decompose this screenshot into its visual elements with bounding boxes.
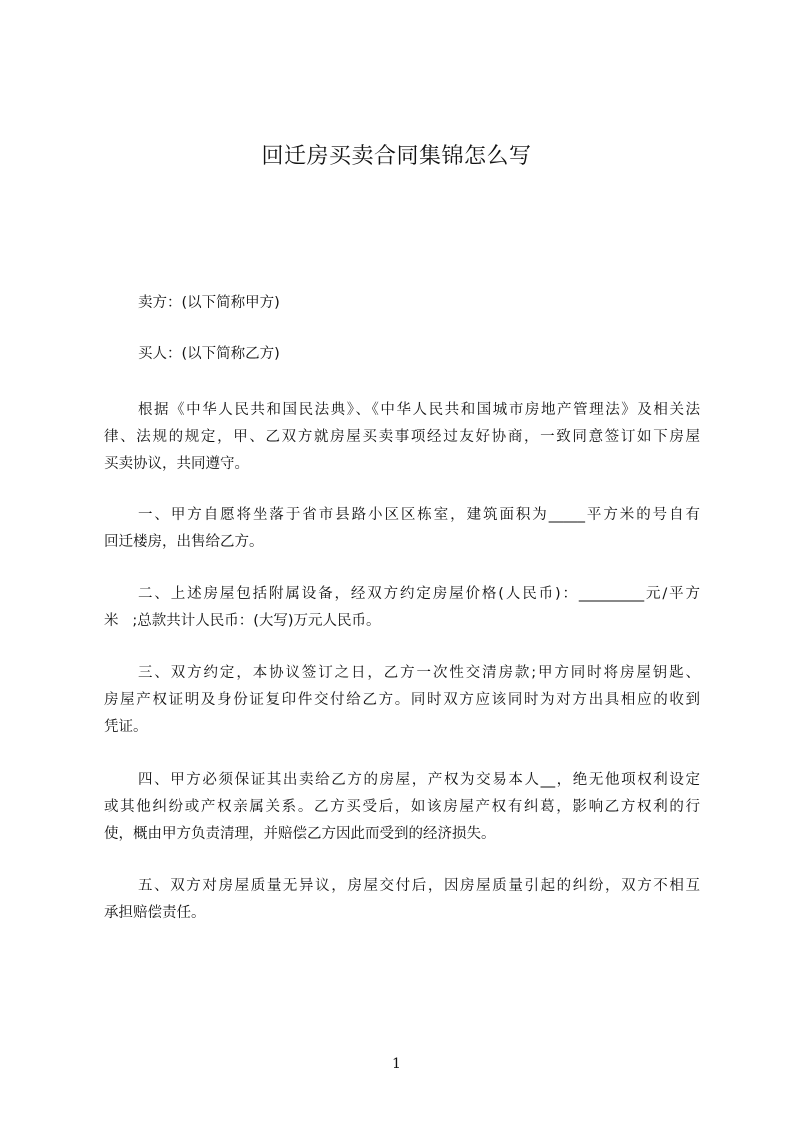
page-number: 1 bbox=[392, 1056, 401, 1072]
clause-5-line: 承担赔偿责任。 bbox=[104, 905, 206, 921]
clause-4-line: 四、甲方必须保证其出卖给乙方的房屋，产权为交易本人__，绝无他项权利设定 bbox=[138, 772, 700, 788]
clause-2-line: 二、上述房屋包括附属设备，经双方约定房屋价格(人民币)：_________元/平方 bbox=[138, 586, 700, 602]
clause-4-line: 使，概由甲方负责清理，并赔偿乙方因此而受到的经济损失。 bbox=[104, 826, 496, 842]
clause-2-line: 米 ;总款共计人民币：(大写)万元人民币。 bbox=[104, 613, 381, 629]
clause-1-paragraph bbox=[104, 502, 700, 556]
seller-party-line bbox=[104, 290, 700, 317]
clause-1-line: 一、甲方自愿将坐落于省市县路小区区栋室，建筑面积为_____平方米的号自有 bbox=[138, 507, 700, 523]
clause-4-line: 或其他纠纷或产权亲属关系。乙方买受后，如该房屋产权有纠葛，影响乙方权利的行 bbox=[104, 799, 700, 815]
clause-5-paragraph bbox=[104, 873, 700, 927]
clause-3-line: 房屋产权证明及身份证复印件交付给乙方。同时双方应该同时为对方出具相应的收到 bbox=[104, 692, 700, 708]
buyer-party-line bbox=[104, 341, 700, 368]
clause-3-line: 凭证。 bbox=[104, 719, 148, 735]
clause-3-paragraph bbox=[104, 660, 700, 741]
document-title: 回迁房买卖合同集锦怎么写 bbox=[261, 144, 532, 169]
buyer-party-text: 买人：(以下简称乙方) bbox=[138, 346, 280, 362]
clause-3-line: 三、双方约定，本协议签订之日，乙方一次性交清房款;甲方同时将房屋钥匙、 bbox=[138, 665, 700, 681]
intro-paragraph bbox=[104, 397, 700, 478]
clause-2-paragraph bbox=[104, 581, 700, 635]
clause-4-paragraph bbox=[104, 767, 700, 848]
clause-1-line: 回迁楼房，出售给乙方。 bbox=[104, 534, 264, 550]
seller-party-text: 卖方：(以下简称甲方) bbox=[138, 295, 280, 311]
intro-line: 根据《中华人民共和国民法典》、《中华人民共和国城市房地产管理法》及相关法 bbox=[138, 402, 700, 418]
intro-line: 律、法规的规定，甲、乙双方就房屋买卖事项经过友好协商，一致同意签订如下房屋 bbox=[104, 429, 700, 445]
clause-5-line: 五、双方对房屋质量无异议，房屋交付后，因房屋质量引起的纠纷，双方不相互 bbox=[138, 878, 700, 894]
intro-line: 买卖协议，共同遵守。 bbox=[104, 456, 249, 472]
